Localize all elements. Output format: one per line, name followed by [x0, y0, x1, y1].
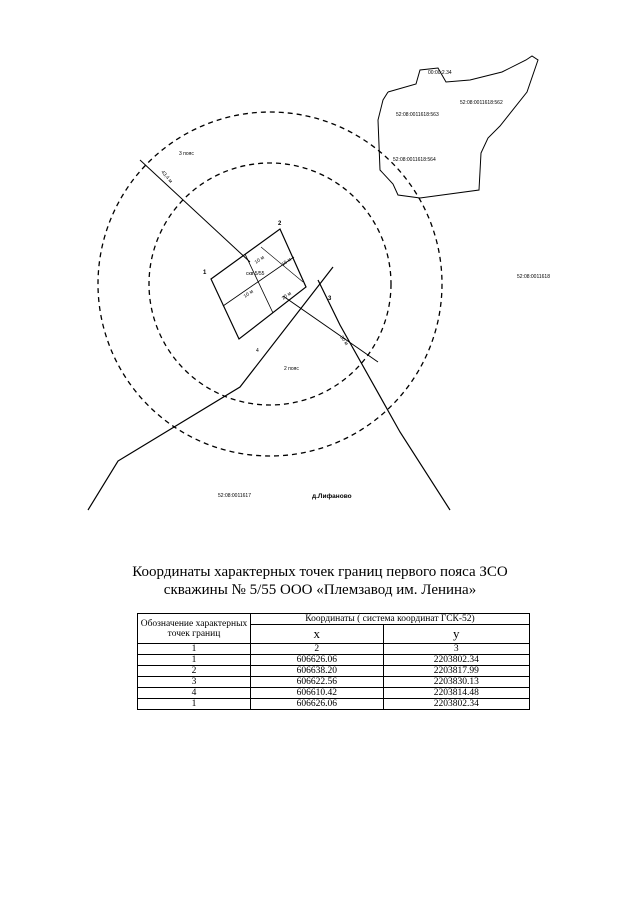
cell-point: 1: [138, 655, 251, 666]
zone-1-square: [211, 229, 306, 339]
dim-label-30: 30 м: [338, 334, 350, 347]
cell-x: 606622.56: [251, 677, 384, 688]
table-row: [138, 677, 530, 688]
point-2-label: 2: [278, 221, 282, 227]
cadastral-parcel-label-1: 00:00:2.34: [428, 70, 452, 76]
dim-label-43: 43,4 м: [159, 169, 174, 185]
cell-y: 2203817.99: [383, 666, 529, 677]
road-line-west: [88, 267, 333, 510]
cadastral-quarter-right: 52:08:0011618: [517, 274, 550, 280]
table-row: [138, 699, 530, 710]
table-numbering-row: [138, 644, 530, 655]
cell-x: 606626.06: [251, 655, 384, 666]
cadastral-parcel-label-563: 52:08:0011618:563: [396, 112, 439, 118]
cell-point: 1: [138, 699, 251, 710]
col-number-3: 3: [383, 644, 529, 655]
well-label: скв 5/55: [246, 271, 265, 277]
table-header-row: [138, 614, 530, 625]
cell-point: 3: [138, 677, 251, 688]
zone-3-label: 3 пояс: [179, 151, 194, 157]
cell-point: 2: [138, 666, 251, 677]
point-4-label: 4: [256, 348, 259, 354]
header-y: у: [383, 625, 529, 644]
cell-x: 606638.20: [251, 666, 384, 677]
cell-x: 606626.06: [251, 699, 384, 710]
zone-2-label: 2 пояс: [284, 366, 299, 372]
col-number-1: 1: [138, 644, 251, 655]
dim-label-10a: 10 м: [253, 254, 266, 266]
coordinates-table: [137, 613, 530, 710]
cell-y: 2203802.34: [383, 655, 529, 666]
cell-y: 2203830.13: [383, 677, 529, 688]
village-label: д.Лифаново: [312, 493, 352, 500]
cadastral-quarter-bottom: 52:08:0011617: [218, 493, 251, 499]
road-line-east: [318, 280, 450, 510]
cell-x: 606610.42: [251, 688, 384, 699]
dim-label-15: 15 м: [280, 256, 293, 268]
point-1-label: 1: [203, 270, 207, 276]
table-row: [138, 655, 530, 666]
cell-y: 2203814.48: [383, 688, 529, 699]
cadastral-parcel-label-564: 52:08:0011618:564: [393, 157, 436, 163]
table-row: [138, 688, 530, 699]
header-coordinates: Координаты ( система координат ГСК-52): [251, 614, 530, 625]
caption-line-2: скважины № 5/55 ООО «Племзавод им. Ленина»: [163, 582, 477, 598]
cell-y: 2203802.34: [383, 699, 529, 710]
cadastral-parcel-label-562: 52:08:0011618:562: [460, 100, 503, 106]
table-caption: [0, 563, 640, 599]
radius-line-43: [140, 160, 250, 262]
dim-label-10c: 10 м: [280, 290, 293, 302]
header-x: х: [251, 625, 384, 644]
zone-2-circle: [149, 163, 391, 405]
point-3-label: 3: [328, 296, 332, 302]
cell-point: 4: [138, 688, 251, 699]
col-number-2: 2: [251, 644, 384, 655]
header-point-designation: Обозначение характерных точек границ: [138, 614, 251, 644]
caption-line-1: Координаты характерных точек границ первого пояса ЗСО: [132, 564, 508, 580]
table-row: [138, 666, 530, 677]
dim-label-10b: 10 м: [242, 288, 255, 300]
cadastral-parcel-boundary: [378, 56, 538, 198]
